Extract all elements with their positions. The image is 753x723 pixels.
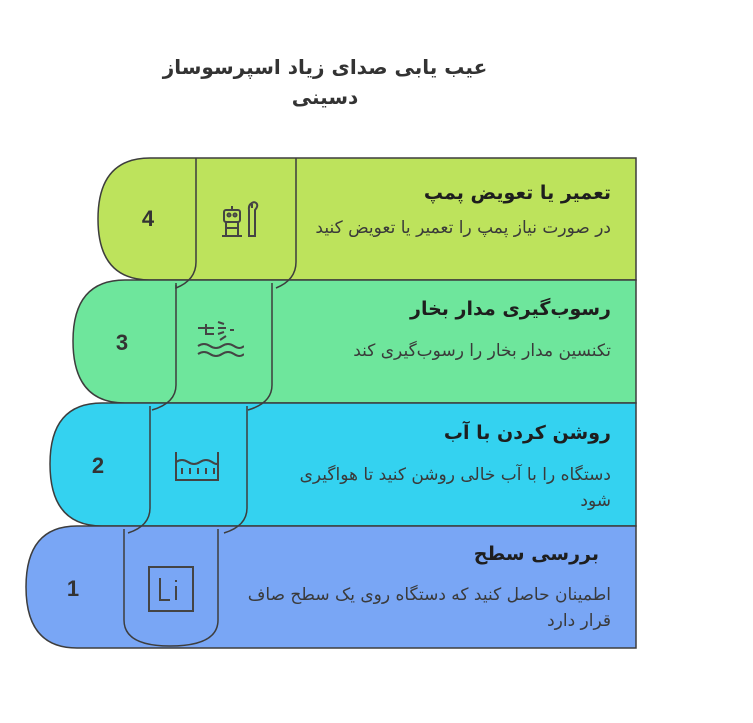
step-desc-2: دستگاه را با آب خالی روشن کنید تا هواگیری شود xyxy=(299,465,611,511)
step-title-3: رسوب‌گیری مدار بخار xyxy=(410,298,611,320)
diagram-title: عیب یابی صدای زیاد اسپرسوساز دسینی xyxy=(162,55,488,109)
repair-tools-icon xyxy=(218,196,268,246)
step-number-1: 1 xyxy=(66,576,80,601)
step-desc-1: اطمینان حاصل کنید که دستگاه روی یک سطح صاف قرار دارد xyxy=(247,585,611,631)
water-level-icon xyxy=(172,442,222,492)
step-desc-3: تکنسین مدار بخار را رسوب‌گیری کند xyxy=(353,341,611,361)
steam-descale-icon xyxy=(194,318,244,368)
step-title-4: تعمیر یا تعویض پمپ xyxy=(423,182,611,204)
step-title-2: روشن کردن با آب xyxy=(443,422,611,444)
step-number-2: 2 xyxy=(91,453,105,478)
level-check-icon xyxy=(146,564,196,614)
step-number-4: 4 xyxy=(141,206,155,231)
step-number-3: 3 xyxy=(115,330,129,355)
step-title-1: بررسی سطح xyxy=(473,543,599,565)
step-desc-4: در صورت نیاز پمپ را تعمیر یا تعویض کنید xyxy=(315,218,611,238)
